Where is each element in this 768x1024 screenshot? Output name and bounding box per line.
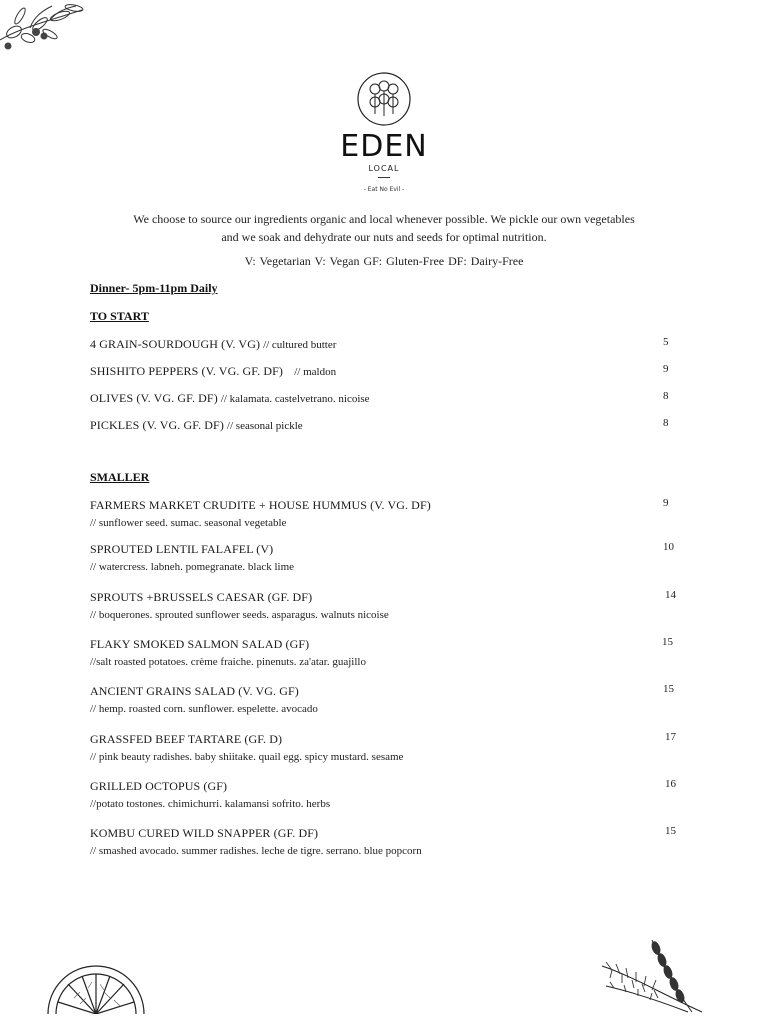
item-description: // smashed avocado. summer radishes. leche de tigre. serrano. blue popcorn — [90, 845, 422, 857]
item-description: // hemp. roasted corn. sunflower. espelette. avocado — [90, 703, 318, 715]
item-price: 9 — [663, 497, 669, 509]
brand-tagline: - Eat No Evil - — [363, 186, 405, 193]
menu-item — [90, 541, 680, 574]
item-name: SPROUTS +BRUSSELS CAESAR (GF. DF) — [90, 590, 313, 604]
item-name: ANCIENT GRAINS SALAD (V. VG. GF) — [90, 684, 299, 698]
item-description: // boquerones. sprouted sunflower seeds. asparagus. walnuts nicoise — [90, 609, 389, 621]
brand-logo — [320, 70, 448, 200]
item-name: FLAKY SMOKED SALMON SALAD (GF) — [90, 637, 310, 651]
item-description: // watercress. labneh. pomegranate. black lime — [90, 561, 295, 573]
menu-item — [90, 778, 680, 811]
item-name: SHISHITO PEPPERS (V. VG. GF. DF) — [90, 364, 283, 378]
item-price: 8 — [663, 390, 669, 402]
olive-branch-illustration — [0, 0, 90, 62]
item-description: // sunflower seed. sumac. seasonal vegetable — [90, 517, 287, 529]
section-heading-smaller: SMALLER — [90, 470, 150, 484]
item-description: // kalamata. castelvetrano. nicoise — [220, 393, 370, 405]
brand-name: EDEN — [340, 129, 428, 164]
brand-divider — [378, 177, 390, 178]
item-name: 4 GRAIN-SOURDOUGH (V. VG) — [90, 337, 261, 351]
menu-item — [90, 336, 680, 353]
menu-item — [90, 417, 680, 434]
item-price: 15 — [665, 825, 676, 837]
item-price: 16 — [665, 778, 676, 790]
herb-wheat-illustration — [592, 936, 710, 1014]
item-description: // pink beauty radishes. baby shiitake. quail egg. spicy mustard. sesame — [90, 751, 404, 763]
section-heading-to-start: TO START — [90, 309, 149, 323]
item-price: 5 — [663, 336, 669, 348]
item-description: //potato tostones. chimichurri. kalamansi sofrito. herbs — [90, 798, 331, 810]
item-price: 9 — [663, 363, 669, 375]
citrus-slice-illustration — [44, 954, 148, 1014]
menu-item — [90, 825, 680, 858]
item-price: 17 — [665, 731, 676, 743]
menu-item — [90, 497, 680, 530]
item-price: 15 — [663, 683, 674, 695]
item-price: 15 — [662, 636, 673, 648]
item-name: GRASSFED BEEF TARTARE (GF. D) — [90, 732, 283, 746]
item-description: // maldon — [285, 366, 337, 378]
dietary-legend: V: Vegetarian V: Vegan GF: Gluten-Free DF: Dairy-Free — [244, 254, 524, 268]
item-price: 10 — [663, 541, 674, 553]
item-description: // cultured butter — [263, 339, 337, 351]
hours-heading: Dinner- 5pm-11pm Daily — [90, 281, 218, 295]
item-description: // seasonal pickle — [226, 420, 303, 432]
tree-emblem-icon — [357, 72, 411, 126]
item-name: OLIVES (V. VG. GF. DF) — [90, 391, 218, 405]
brand-subtitle: LOCAL — [368, 164, 400, 173]
menu-item — [90, 683, 680, 716]
item-price: 14 — [665, 589, 676, 601]
item-name: SPROUTED LENTIL FALAFEL (V) — [90, 542, 274, 556]
menu-item — [90, 363, 680, 380]
item-name: FARMERS MARKET CRUDITE + HOUSE HUMMUS (V. VG. DF) — [90, 498, 431, 512]
item-name: KOMBU CURED WILD SNAPPER (GF. DF) — [90, 826, 319, 840]
menu-item — [90, 589, 680, 622]
menu-item — [90, 731, 680, 764]
intro-text: We choose to source our ingredients organic and local whenever possible. We pickle our own vegetables and we soak and dehydrate our nuts and seeds for optimal nutrition. — [133, 212, 635, 244]
menu-item — [90, 390, 680, 407]
item-name: GRILLED OCTOPUS (GF) — [90, 779, 228, 793]
item-price: 8 — [663, 417, 669, 429]
item-name: PICKLES (V. VG. GF. DF) — [90, 418, 224, 432]
menu-item — [90, 636, 680, 669]
item-description: //salt roasted potatoes. crème fraiche. pinenuts. za'atar. guajillo — [90, 656, 366, 668]
